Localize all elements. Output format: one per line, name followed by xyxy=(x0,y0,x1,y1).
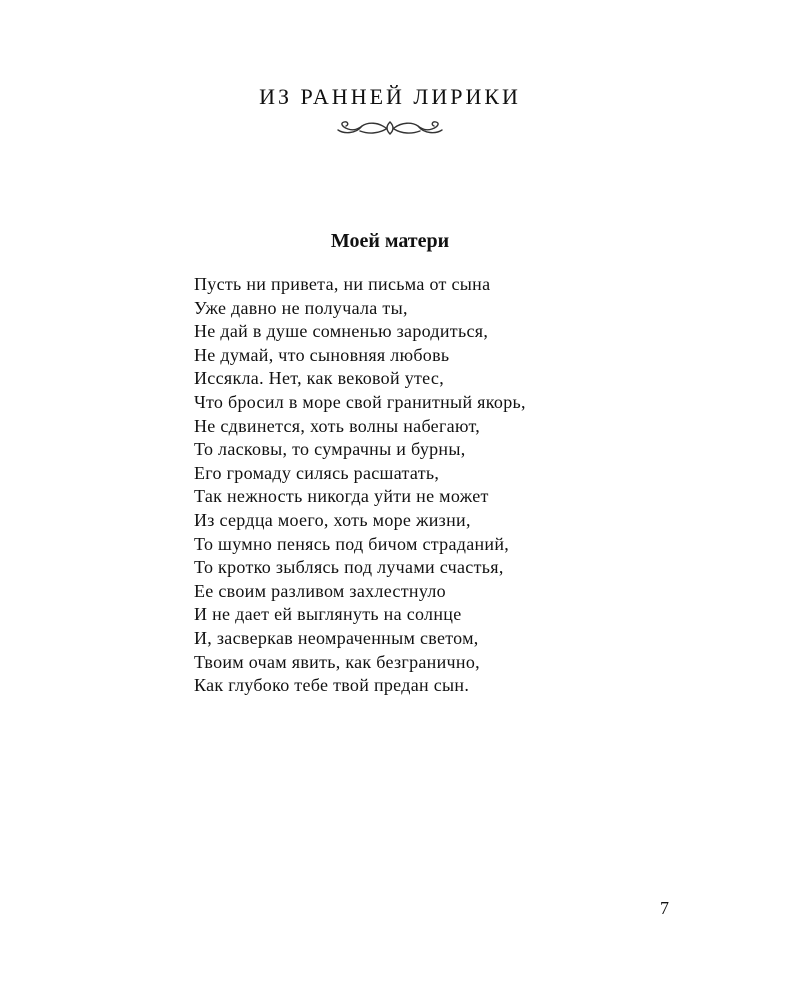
poem-line: Его громаду силясь расшатать, xyxy=(194,462,440,483)
poem-line: То ласковы, то сумрачны и бурны, xyxy=(194,439,466,460)
poem-line: Что бросил в море свой гранитный якорь, xyxy=(194,391,526,412)
poem-line: То шумно пенясь под бичом страданий, xyxy=(194,533,510,554)
page-number: 7 xyxy=(660,898,669,918)
poem-line: Твоим очам явить, как безгранично, xyxy=(194,651,480,672)
poem-line: И не дает ей выглянуть на солнце xyxy=(194,604,462,625)
poem-line: Из сердца моего, хоть море жизни, xyxy=(194,509,471,530)
poem-line: Так нежность никогда уйти не может xyxy=(194,486,489,507)
poem-text xyxy=(194,273,714,698)
poem-line: Не сдвинется, хоть волны набегают, xyxy=(194,415,481,436)
poem-line: Уже давно не получала ты, xyxy=(194,297,408,318)
poem-line: Ее своим разливом захлестнуло xyxy=(194,580,446,601)
poem-line: Иссякла. Нет, как вековой утес, xyxy=(194,368,444,389)
poem-line: Как глубоко тебе твой предан сын. xyxy=(194,675,470,696)
section-title: ИЗ РАННЕЙ ЛИРИКИ xyxy=(259,84,521,109)
poem-line: Не дай в душе сомненью зародиться, xyxy=(194,321,489,342)
poem-line: Не думай, что сыновняя любовь xyxy=(194,344,450,365)
poem-title: Моей матери xyxy=(330,230,450,252)
poem-line: И, засверкав неомраченным светом, xyxy=(194,627,479,648)
poem-line: То кротко зыблясь под лучами счастья, xyxy=(194,557,504,578)
poem-line: Пусть ни привета, ни письма от сына xyxy=(194,274,491,294)
flourish-ornament-icon xyxy=(332,116,448,140)
